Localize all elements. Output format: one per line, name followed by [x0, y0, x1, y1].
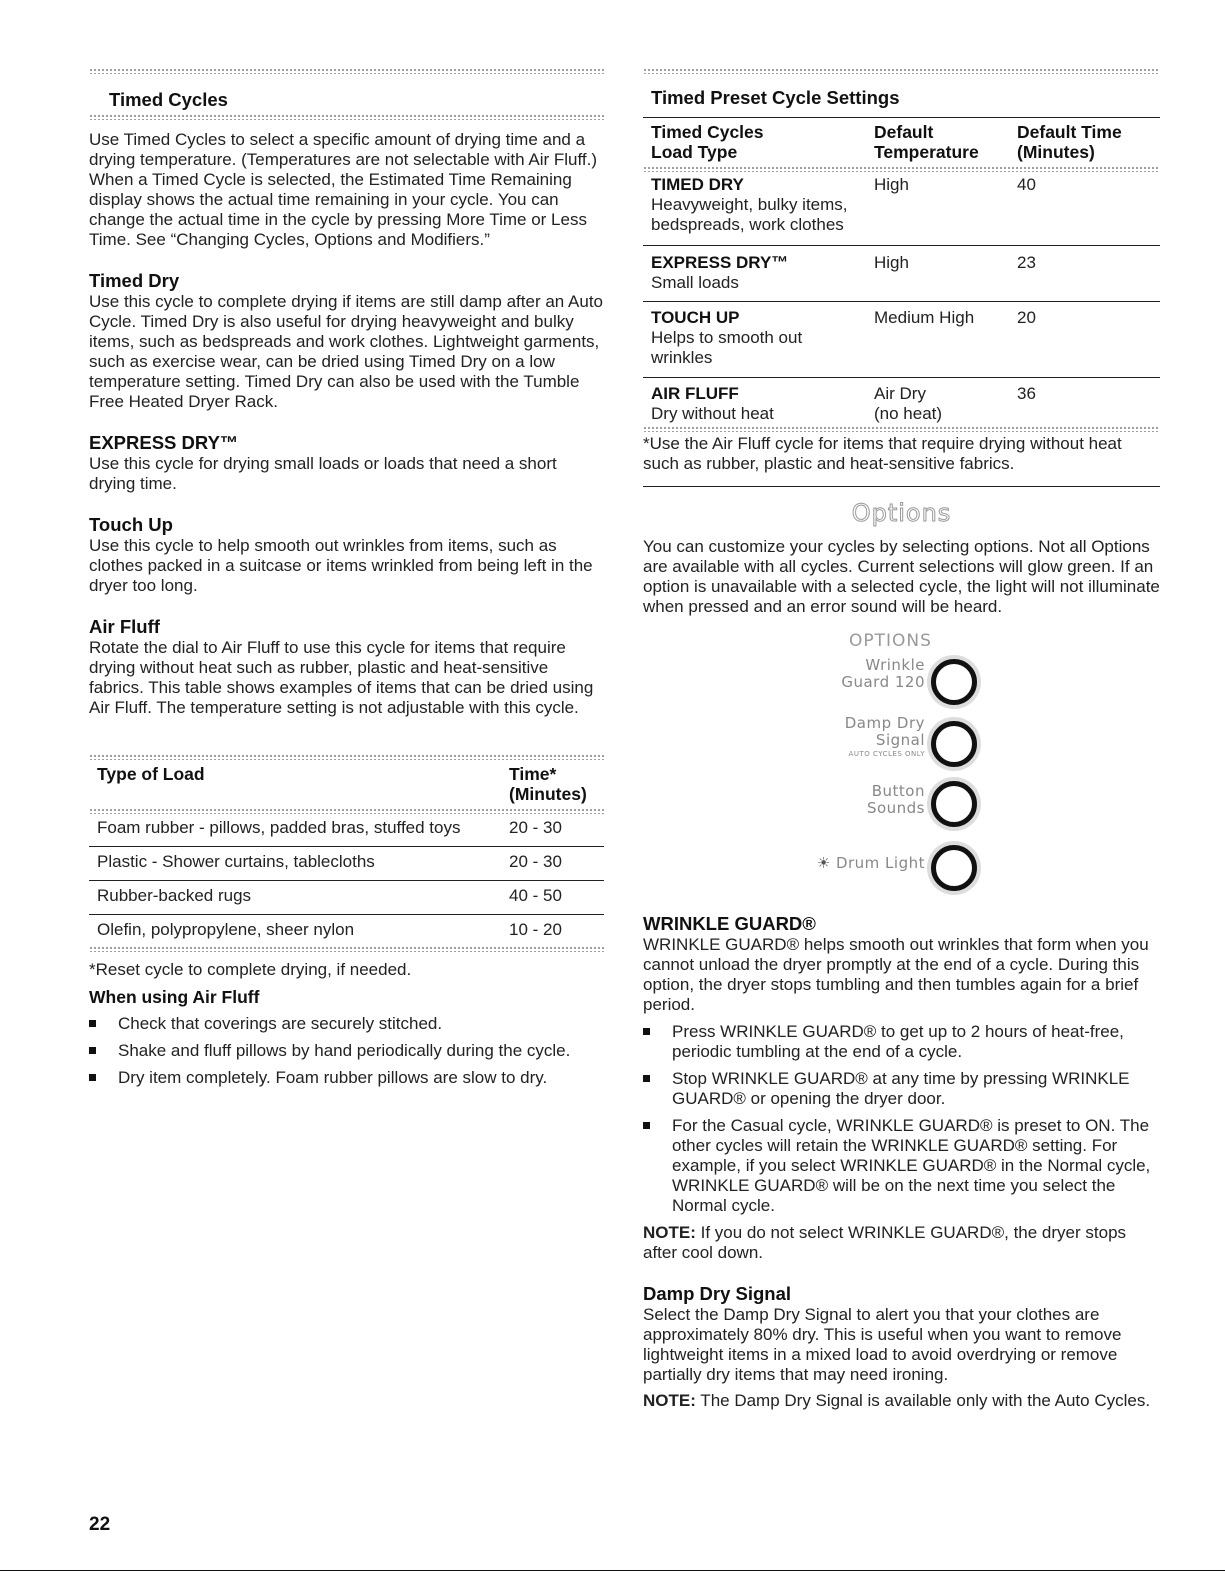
- express-dry-body: Use this cycle for drying small loads or loads that need a short drying time.: [89, 454, 557, 493]
- cycle-name: TIMED DRY: [651, 175, 744, 194]
- note-text: If you do not select WRINKLE GUARD®, the dryer stops after cool down.: [643, 1223, 1127, 1262]
- table-row: [89, 814, 604, 847]
- list-item: [643, 1116, 1160, 1216]
- preset-table-body: [643, 172, 1160, 426]
- label-line: Button: [871, 782, 925, 800]
- label-line: AUTO CYCLES ONLY: [848, 750, 925, 758]
- table-cell: 40: [1017, 175, 1036, 194]
- drum-light-button[interactable]: [931, 845, 977, 891]
- table-cell: 40 - 50: [509, 886, 562, 905]
- column-header: [643, 122, 874, 162]
- wrinkle-guard-section: [643, 913, 1160, 1263]
- page-number: 22: [89, 1514, 111, 1535]
- column-header-line: (Minutes): [1017, 142, 1095, 162]
- cycle-desc: Heavyweight, bulky items, bedspreads, work clothes: [651, 195, 848, 234]
- touch-up-title: Touch Up: [89, 514, 173, 535]
- left-column: [89, 68, 604, 1095]
- load-table-body: [89, 814, 604, 946]
- drum-light-label: [817, 855, 925, 872]
- wrinkle-guard-label: [841, 657, 925, 691]
- table-top-rule: [643, 117, 1160, 118]
- list-item: [643, 1022, 1160, 1062]
- when-using-section: [89, 986, 604, 1088]
- temp-line: Air Dry: [874, 384, 926, 403]
- table-cell: 10 - 20: [509, 920, 562, 939]
- column-header: Type of Load: [97, 764, 205, 784]
- column-header: [1017, 122, 1160, 162]
- button-sounds-button[interactable]: [931, 781, 977, 827]
- table-row: [89, 881, 604, 915]
- dotted-rule: [643, 426, 1160, 432]
- list-item: [643, 1069, 1160, 1109]
- damp-dry-title: Damp Dry Signal: [643, 1283, 792, 1304]
- express-dry-title: EXPRESS DRY™: [89, 432, 239, 453]
- bullet-icon: [89, 1047, 96, 1054]
- table-cell: [643, 172, 874, 246]
- column-header-line: (Minutes): [509, 784, 587, 804]
- list-item: [89, 1014, 604, 1034]
- preset-table-header: [643, 122, 1160, 162]
- preset-table-title: Timed Preset Cycle Settings: [651, 87, 900, 108]
- damp-dry-section: [643, 1283, 1160, 1411]
- table-footnote: *Reset cycle to complete drying, if needed.: [89, 960, 412, 979]
- table-cell: Olefin, polypropylene, sheer nylon: [97, 920, 355, 939]
- temp-line: (no heat): [874, 404, 943, 423]
- wrinkle-guard-title: WRINKLE GUARD®: [643, 913, 816, 934]
- table-cell: Plastic - Shower curtains, tablecloths: [97, 852, 375, 871]
- list-item-text: For the Casual cycle, WRINKLE GUARD® is preset to ON. The other cycles will retain the WRINKLE GUARD® setting. For example, if you select WRINKLE GUARD® in the Normal cycle, WRINKLE GUARD® will be on the next time you select the Normal cycle.: [672, 1116, 1151, 1215]
- options-panel-illustration: [643, 631, 1160, 901]
- touch-up-section: [89, 514, 604, 596]
- light-bulb-icon: ☀: [816, 854, 831, 872]
- air-fluff-section: [89, 616, 604, 718]
- list-item-text: Press WRINKLE GUARD® to get up to 2 hours of heat-free, periodic tumbling at the end of a cycle.: [672, 1022, 1124, 1061]
- list-item-text: Shake and fluff pillows by hand periodically during the cycle.: [118, 1041, 571, 1060]
- express-dry-section: [89, 432, 604, 494]
- load-table: [89, 760, 604, 808]
- preset-footnote: *Use the Air Fluff cycle for items that require drying without heat such as rubber, plastic and heat-sensitive fabrics.: [643, 434, 1122, 473]
- list-item: [89, 1041, 604, 1061]
- damp-dry-note: [643, 1391, 1160, 1411]
- label-line: Wrinkle: [865, 656, 925, 674]
- column-header-line: Time*: [509, 764, 557, 784]
- table-cell: [643, 378, 874, 427]
- wrinkle-guard-button[interactable]: [931, 659, 977, 705]
- table-cell: 20 - 30: [509, 818, 562, 837]
- timed-dry-title: Timed Dry: [89, 270, 180, 291]
- table-row: [643, 302, 1160, 378]
- table-cell: High: [874, 253, 909, 272]
- table-cell: 23: [1017, 253, 1036, 272]
- note-label: NOTE:: [643, 1223, 696, 1242]
- bullet-icon: [643, 1028, 650, 1035]
- list-item-text: Stop WRINKLE GUARD® at any time by pressing WRINKLE GUARD® or opening the dryer door.: [672, 1069, 1130, 1108]
- section-rule: [643, 486, 1160, 487]
- timed-dry-section: [89, 270, 604, 412]
- cycle-desc: Helps to smooth out wrinkles: [651, 328, 803, 367]
- table-cell: Medium High: [874, 308, 975, 327]
- load-table-block: [89, 754, 604, 980]
- options-heading: [643, 499, 1160, 527]
- button-sounds-label: [867, 783, 925, 817]
- table-cell: [874, 378, 1017, 427]
- label-line: Guard 120: [841, 673, 925, 691]
- cycle-name: EXPRESS DRY™: [651, 253, 789, 272]
- when-using-list: [89, 1014, 604, 1088]
- table-cell: 20 - 30: [509, 852, 562, 871]
- table-row: [643, 246, 1160, 302]
- column-header-line: Default Time: [1017, 122, 1122, 142]
- table-row: [89, 847, 604, 881]
- cycle-name: TOUCH UP: [651, 308, 740, 327]
- right-column: [643, 68, 1160, 1411]
- cycle-desc: Dry without heat: [651, 404, 774, 423]
- bullet-icon: [89, 1074, 96, 1081]
- column-header-line: Temperature: [874, 142, 979, 162]
- bullet-icon: [643, 1122, 650, 1129]
- options-intro: You can customize your cycles by selecting options. Not all Options are available with all cycles. Current selections will glow green. If an option is unavailable with a selected cycle, the light will not illuminate when pressed and an error sound will be heard.: [643, 537, 1160, 616]
- column-header-line: Default: [874, 122, 934, 142]
- damp-dry-body: Select the Damp Dry Signal to alert you that your clothes are approximately 80% dry. This is useful when you want to remove lightweight items in a mixed load to avoid overdrying or remove partially dry items that may need ironing.: [643, 1305, 1122, 1384]
- touch-up-body: Use this cycle to help smooth out wrinkles from items, such as clothes packed in a suitcase or items wrinkled from being left in the dryer too long.: [89, 536, 593, 595]
- table-cell: Rubber-backed rugs: [97, 886, 252, 905]
- dotted-rule: [89, 946, 604, 952]
- table-cell: High: [874, 175, 909, 194]
- dotted-rule: [89, 114, 604, 120]
- list-item-text: Dry item completely. Foam rubber pillows are slow to dry.: [118, 1068, 548, 1087]
- wrinkle-guard-list: [643, 1022, 1160, 1216]
- air-fluff-title: Air Fluff: [89, 616, 160, 637]
- page-bottom-rule: [0, 1570, 1225, 1571]
- label-line: Drum Light: [835, 854, 925, 872]
- table-cell: [643, 302, 874, 378]
- table-cell: [643, 246, 874, 302]
- table-header-row: [89, 760, 604, 808]
- bullet-icon: [643, 1075, 650, 1082]
- options-panel-title: OPTIONS: [849, 631, 932, 651]
- table-cell: 20: [1017, 308, 1036, 327]
- when-using-title: When using Air Fluff: [89, 987, 260, 1007]
- timed-cycles-title: Timed Cycles: [109, 89, 228, 110]
- wrinkle-guard-body: WRINKLE GUARD® helps smooth out wrinkles that form when you cannot unload the dryer promptly at the end of a cycle. During this option, the dryer stops tumbling and then tumbles again for a brief period.: [643, 935, 1149, 1014]
- air-fluff-body: Rotate the dial to Air Fluff to use this cycle for items that require drying without heat such as rubber, plastic and heat-sensitive fabrics. This table shows examples of items that can be dried using Air Fluff. The temperature setting is not adjustable with this cycle.: [89, 638, 594, 717]
- label-line: Signal: [875, 731, 925, 749]
- list-item-text: Check that coverings are securely stitched.: [118, 1014, 443, 1033]
- table-header-row: [643, 122, 1160, 162]
- column-header-line: Timed Cycles: [651, 122, 764, 142]
- table-row: [643, 378, 1160, 427]
- bullet-icon: [89, 1020, 96, 1027]
- label-line: Sounds: [866, 799, 925, 817]
- table-cell: 36: [1017, 384, 1036, 403]
- column-header-line: Load Type: [651, 142, 738, 162]
- options-title: Options: [851, 499, 952, 527]
- timed-dry-body: Use this cycle to complete drying if items are still damp after an Auto Cycle. Timed Dry is also useful for drying heavyweight and bulky items, such as bedspreads and work clothes. Lightweight garments, such as exercise wear, can be dried using Timed Dry on a low temperature setting. Timed Dry can also be used with the Tumble Free Heated Dryer Rack.: [89, 292, 604, 411]
- damp-dry-label: [845, 715, 925, 759]
- label-line: Damp Dry: [844, 714, 925, 732]
- table-row: [643, 172, 1160, 246]
- column-header: [874, 122, 1017, 162]
- timed-cycles-body: Use Timed Cycles to select a specific amount of drying time and a drying temperature. (Temperatures are not selectable with Air Fluff.) When a Timed Cycle is selected, the Estimated Time Remaining display shows the actual time remaining in your cycle. You can change the actual time in the cycle by pressing More Time or Less Time. See “Changing Cycles, Options and Modifiers.”: [89, 130, 598, 249]
- wrinkle-guard-note: [643, 1223, 1160, 1263]
- note-label: NOTE:: [643, 1391, 696, 1410]
- table-row: [89, 915, 604, 947]
- cycle-desc: Small loads: [651, 273, 739, 292]
- table-cell: Foam rubber - pillows, padded bras, stuffed toys: [97, 818, 461, 837]
- cycle-name: AIR FLUFF: [651, 384, 739, 403]
- note-text: The Damp Dry Signal is available only with the Auto Cycles.: [695, 1391, 1151, 1410]
- damp-dry-signal-button[interactable]: [931, 721, 977, 767]
- list-item: [89, 1068, 604, 1088]
- column-header: [509, 760, 604, 808]
